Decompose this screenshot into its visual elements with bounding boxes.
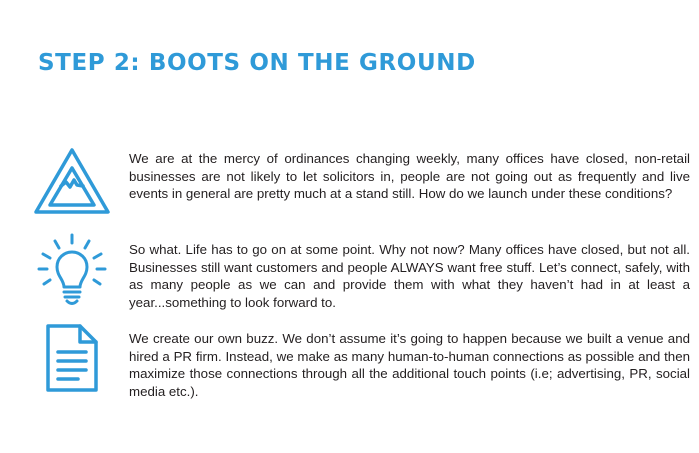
- page-title: STEP 2: BOOTS ON THE GROUND: [38, 50, 476, 76]
- section-text: We are at the mercy of ordinances changing weekly, many offices have closed, non-retail businesses are not likely to let solicitors in, people are not going out as frequently and live events in general are pretty much at a stand still. How do we launch under these conditions?: [129, 151, 690, 202]
- section-text: We create our own buzz. We don’t assume it’s going to happen because we built a venue and hired a PR firm. Instead, we make as many human-to-human connections as possible and then maximize those connections through all the additional touch points (i.e; advertising, PR, social media etc.).: [129, 331, 690, 399]
- lightbulb-icon: [36, 232, 108, 308]
- section-text: So what. Life has to go on at some point. Why not now? Many offices have closed, but not all. Businesses still want customers and people ALWAYS want free stuff. Let’s connect, safely, with as many people as we can and provide them with what they haven’t had in at least a year...something to look forward to.: [129, 242, 690, 310]
- document-icon: [44, 322, 100, 394]
- mountain-icon: [32, 146, 112, 216]
